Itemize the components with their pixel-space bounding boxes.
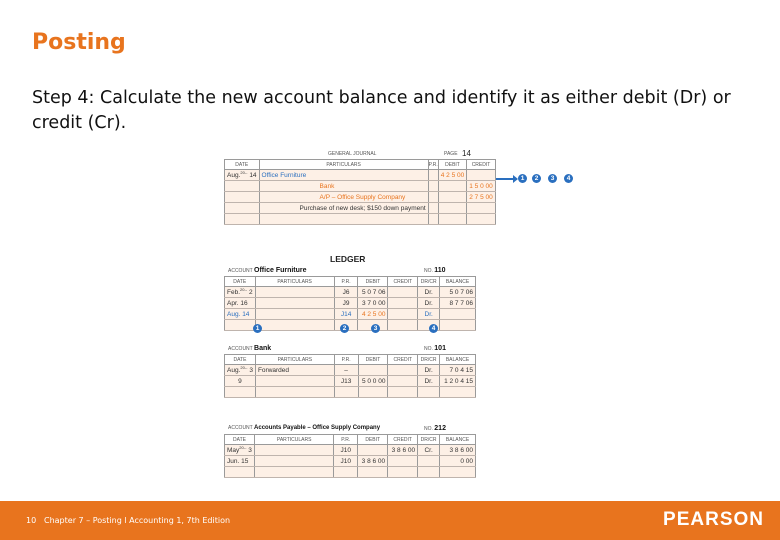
journal-header-debit: DEBIT xyxy=(438,160,467,170)
journal-day: 14 xyxy=(249,172,257,180)
journal-header-date: DATE xyxy=(225,160,260,170)
general-journal xyxy=(224,150,494,225)
journal-debit xyxy=(438,181,467,192)
account-label: ACCOUNT Office Furniture xyxy=(228,267,307,274)
footer-bar xyxy=(0,501,780,540)
journal-pr xyxy=(428,192,438,203)
slide-title: Posting xyxy=(32,30,126,55)
journal-title: GENERAL JOURNAL xyxy=(328,151,377,157)
ledger-table xyxy=(224,276,476,331)
journal-pr xyxy=(428,170,438,181)
table-row: Jun. 15 J10 3 8 6 00 0 00 xyxy=(225,456,476,467)
ledger-table: DATE PARTICULARS P.R. DEBIT CREDIT DR/CR BALANCE Aug.$^{20--}$ 3 Forwarded – Dr. 7 0 4 15 9 J13 5 0 0 00 Dr. 1 2 0 4 15 xyxy=(224,354,476,398)
journal-particulars: Bank xyxy=(259,181,428,192)
journal-page-number: 14 xyxy=(462,149,471,158)
journal-page-label: PAGE xyxy=(444,151,458,157)
table-row xyxy=(225,192,496,203)
table-row xyxy=(225,214,496,225)
slide-body-text: Step 4: Calculate the new account balance and identify it as either debit (Dr) or credit (Cr). xyxy=(32,88,731,133)
table-row: Feb.$^{20--}$ 2 J6 5 0 7 06 Dr. 5 0 7 06 xyxy=(225,287,476,298)
journal-debit: 4 2 5 00 xyxy=(438,170,467,181)
account-label: ACCOUNT Bank xyxy=(228,345,272,352)
step-marker-icon: 3 xyxy=(548,174,557,183)
journal-credit: 1 5 0 00 xyxy=(467,181,496,192)
step-marker-icon: 2 xyxy=(340,324,349,333)
ledger-account-bank xyxy=(224,344,476,398)
table-row xyxy=(225,387,476,398)
ledger-title: LEDGER xyxy=(330,254,366,264)
ledger-header-debit: DEBIT xyxy=(358,277,388,287)
table-row: Aug.$^{20--}$ 3 Forwarded – Dr. 7 0 4 15 xyxy=(225,365,476,376)
footer-citation: Chapter 7 – Posting l Accounting 1, 7th Edition xyxy=(44,516,231,525)
step-marker-icon: 1 xyxy=(253,324,262,333)
step-marker-icon: 3 xyxy=(371,324,380,333)
account-name: Bank xyxy=(254,345,272,352)
table-row xyxy=(225,181,496,192)
arrow-icon xyxy=(496,178,514,180)
table-row xyxy=(225,203,496,214)
ledger-header-particulars: PARTICULARS xyxy=(255,277,334,287)
journal-credit: 2 7 5 00 xyxy=(467,192,496,203)
ledger-account-accounts-payable xyxy=(224,424,476,478)
pearson-logo: PEARSON xyxy=(663,509,764,530)
ledger-header-drcr: DR/CR xyxy=(418,277,440,287)
journal-pr xyxy=(428,181,438,192)
step-marker-icon: 2 xyxy=(532,174,541,183)
page-number: 10 xyxy=(26,516,37,525)
account-name: Accounts Payable – Office Supply Company xyxy=(254,425,381,431)
table-row: Apr. 16 J9 3 7 0 00 Dr. 8 7 7 06 xyxy=(225,298,476,309)
ledger-header-credit: CREDIT xyxy=(388,277,418,287)
ledger-header-pr: P.R. xyxy=(334,277,358,287)
account-number: NO. 212 xyxy=(424,425,446,432)
journal-particulars: A/P – Office Supply Company xyxy=(259,192,428,203)
account-label: ACCOUNT Accounts Payable – Office Supply Company xyxy=(228,425,381,431)
account-number: NO. 101 xyxy=(424,345,446,352)
table-row xyxy=(225,467,476,478)
journal-particulars: Purchase of new desk; $150 down payment xyxy=(259,203,428,214)
journal-table xyxy=(224,159,496,225)
table-row: Aug. 14 J14 4 2 5 00 Dr. xyxy=(225,309,476,320)
journal-header-pr: P.R. xyxy=(428,161,438,168)
table-row: May$^{20--}$ 3 J10 3 8 6 00 Cr. 3 8 6 00 xyxy=(225,445,476,456)
ledger-header-date: DATE xyxy=(225,277,256,287)
journal-month: Aug. xyxy=(227,172,241,180)
ledger-table: DATE PARTICULARS P.R. DEBIT CREDIT DR/CR BALANCE May$^{20--}$ 3 J10 3 8 6 00 Cr. 3 8 6 00 Jun. 15 J10 3 8 6 00 0 00 xyxy=(224,434,476,478)
journal-year: 20-- xyxy=(240,170,248,176)
journal-particulars: Office Furniture xyxy=(259,170,428,181)
account-name: Office Furniture xyxy=(254,267,307,274)
account-number: NO. 110 xyxy=(424,267,446,274)
table-row xyxy=(225,170,496,181)
ledger-account-office-furniture xyxy=(224,266,476,331)
journal-header-credit: CREDIT xyxy=(467,160,496,170)
journal-credit xyxy=(467,170,496,181)
table-row: 9 J13 5 0 0 00 Dr. 1 2 0 4 15 xyxy=(225,376,476,387)
step-marker-icon: 4 xyxy=(564,174,573,183)
journal-header-particulars: PARTICULARS xyxy=(259,160,428,170)
step-marker-icon: 1 xyxy=(518,174,527,183)
ledger-header-balance: BALANCE xyxy=(440,277,476,287)
journal-debit xyxy=(438,192,467,203)
step-marker-icon: 4 xyxy=(429,324,438,333)
